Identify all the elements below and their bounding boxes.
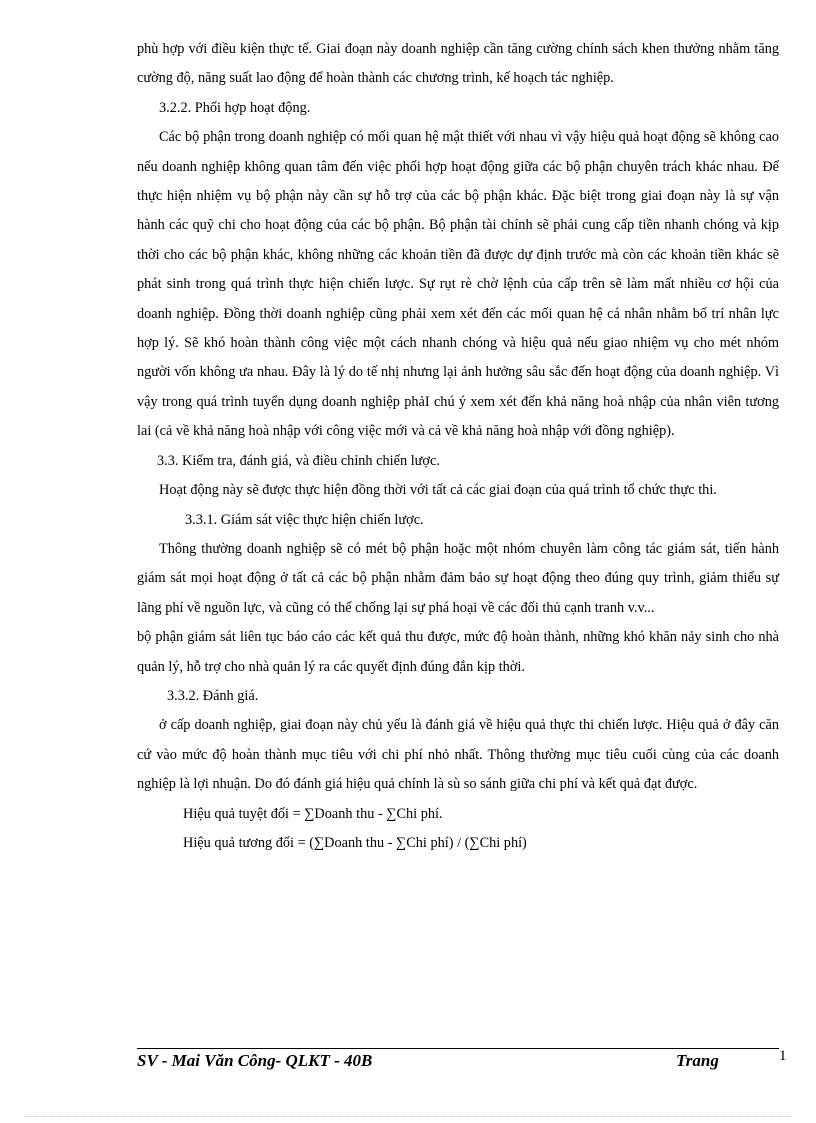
section-heading-3-2-2: 3.2.2. Phối hợp hoạt động.	[159, 99, 311, 116]
footer-divider	[137, 1048, 779, 1049]
section-heading-3-3: 3.3. Kiểm tra, đánh giá, và điều chỉnh chiến lược.	[157, 452, 440, 469]
paragraph-text: Hoạt động này sẽ được thực hiện đồng thời với tất cả các giai đoạn của quá trình tổ chức thực thi.	[159, 482, 717, 499]
footer-page-label: Trang	[676, 1051, 719, 1070]
document-body	[137, 35, 779, 858]
formula-relative-efficiency: Hiệu quả tương đối = (∑Doanh thu - ∑Chi phí) / (∑Chi phí)	[183, 834, 527, 851]
formula-absolute-efficiency: Hiệu quả tuyệt đối = ∑Doanh thu - ∑Chi phí.	[183, 805, 443, 822]
paragraph-text: phù hợp với điều kiện thực tế. Giai đoạn này doanh nghiệp cần tăng cường chính sách khen thưởng nhằm tăng cường độ, năng suất lao động để hoàn thành các chương trình, kế hoạch tác nghiệp.	[137, 41, 779, 87]
paragraph-text: ở cấp doanh nghiệp, giai đoạn này chủ yếu là đánh giá về hiệu quả thực thi chiến lược. Hiệu quả ở đây căn cứ vào mức độ hoàn thành mục tiêu với chi phí nhỏ nhất. Thông thường mục tiêu cuối cùng của các doanh nghiệp là lợi nhuận. Do đó đánh giá hiệu quả chính là sù so sánh giữa chi phí và kết quả đạt được.	[137, 717, 779, 793]
section-heading-3-3-1: 3.3.1. Giám sát việc thực hiện chiến lược.	[185, 511, 424, 528]
section-heading-3-3-2: 3.3.2. Đánh giá.	[167, 687, 259, 704]
paragraph-text: Thông thường doanh nghiệp sẽ có mét bộ phận hoặc một nhóm chuyên làm công tác giám sát, tiến hành giám sát mọi hoạt động ở tất cả các bộ phận nhằm đảm bảo sự hoạt động theo đúng quy trình, giảm thiểu sự lãng phí về nguồn lực, và cũng có thể chống lại sự phá hoại về các đối thủ cạnh tranh v.v...	[137, 540, 779, 616]
page-number: 1	[779, 1048, 787, 1064]
page-bottom-edge	[24, 1116, 792, 1117]
paragraph-text: bộ phận giám sát liên tục báo cáo các kết quả thu được, mức độ hoàn thành, những khó khăn nảy sinh cho nhà quản lý, hỗ trợ cho nhà quản lý ra các quyết định đúng đắn kịp thời.	[137, 629, 779, 675]
paragraph-text: Các bộ phận trong doanh nghiệp có mối quan hệ mật thiết với nhau vì vậy hiệu quả hoạt động sẽ không cao nếu doanh nghiệp không quan tâm đến việc phối hợp hoạt động giữa các bộ phận chuyên trách khác nhau. Để thực hiện nhiệm vụ bộ phận này cần sự hỗ trợ của các bộ phận khác. Đặc biệt trong giai đoạn này là sự vận hành các quỹ chi cho hoạt động của các bộ phận. Bộ phận tài chính sẽ phải cung cấp tiền nhanh chóng và kịp thời cho các bộ phận khác, không những các khoản tiền đã được dự định trước mà còn các khoản tiền khác sẽ phát sinh trong quá trình thực hiện chiến lược. Sự rụt rè chờ lệnh của cấp trên sẽ làm mất nhiều cơ hội của doanh nghiệp. Đồng thời doanh nghiệp cũng phải xem xét đến các mối quan hệ cá nhân nhằm bố trí nhân lực hợp lý. Sẽ khó hoàn thành công việc một cách nhanh chóng và hiệu quả nếu giao nhiệm vụ cho mét nhóm người vốn không ưa nhau. Đây là lý do tế nhị nhưng lại ảnh hưởng sâu sắc đến hoạt động của doanh nghiệp. Vì vậy trong quá trình tuyển dụng doanh nghiệp phảI chú ý xem xét đến khả năng hoà nhập của nhân viên tương lai (cả về khả năng hoà nhập với công việc mới và cả về khả năng hoà nhập với đồng nghiệp).	[137, 129, 779, 440]
footer-author: SV - Mai Văn Công- QLKT - 40B	[137, 1051, 373, 1070]
